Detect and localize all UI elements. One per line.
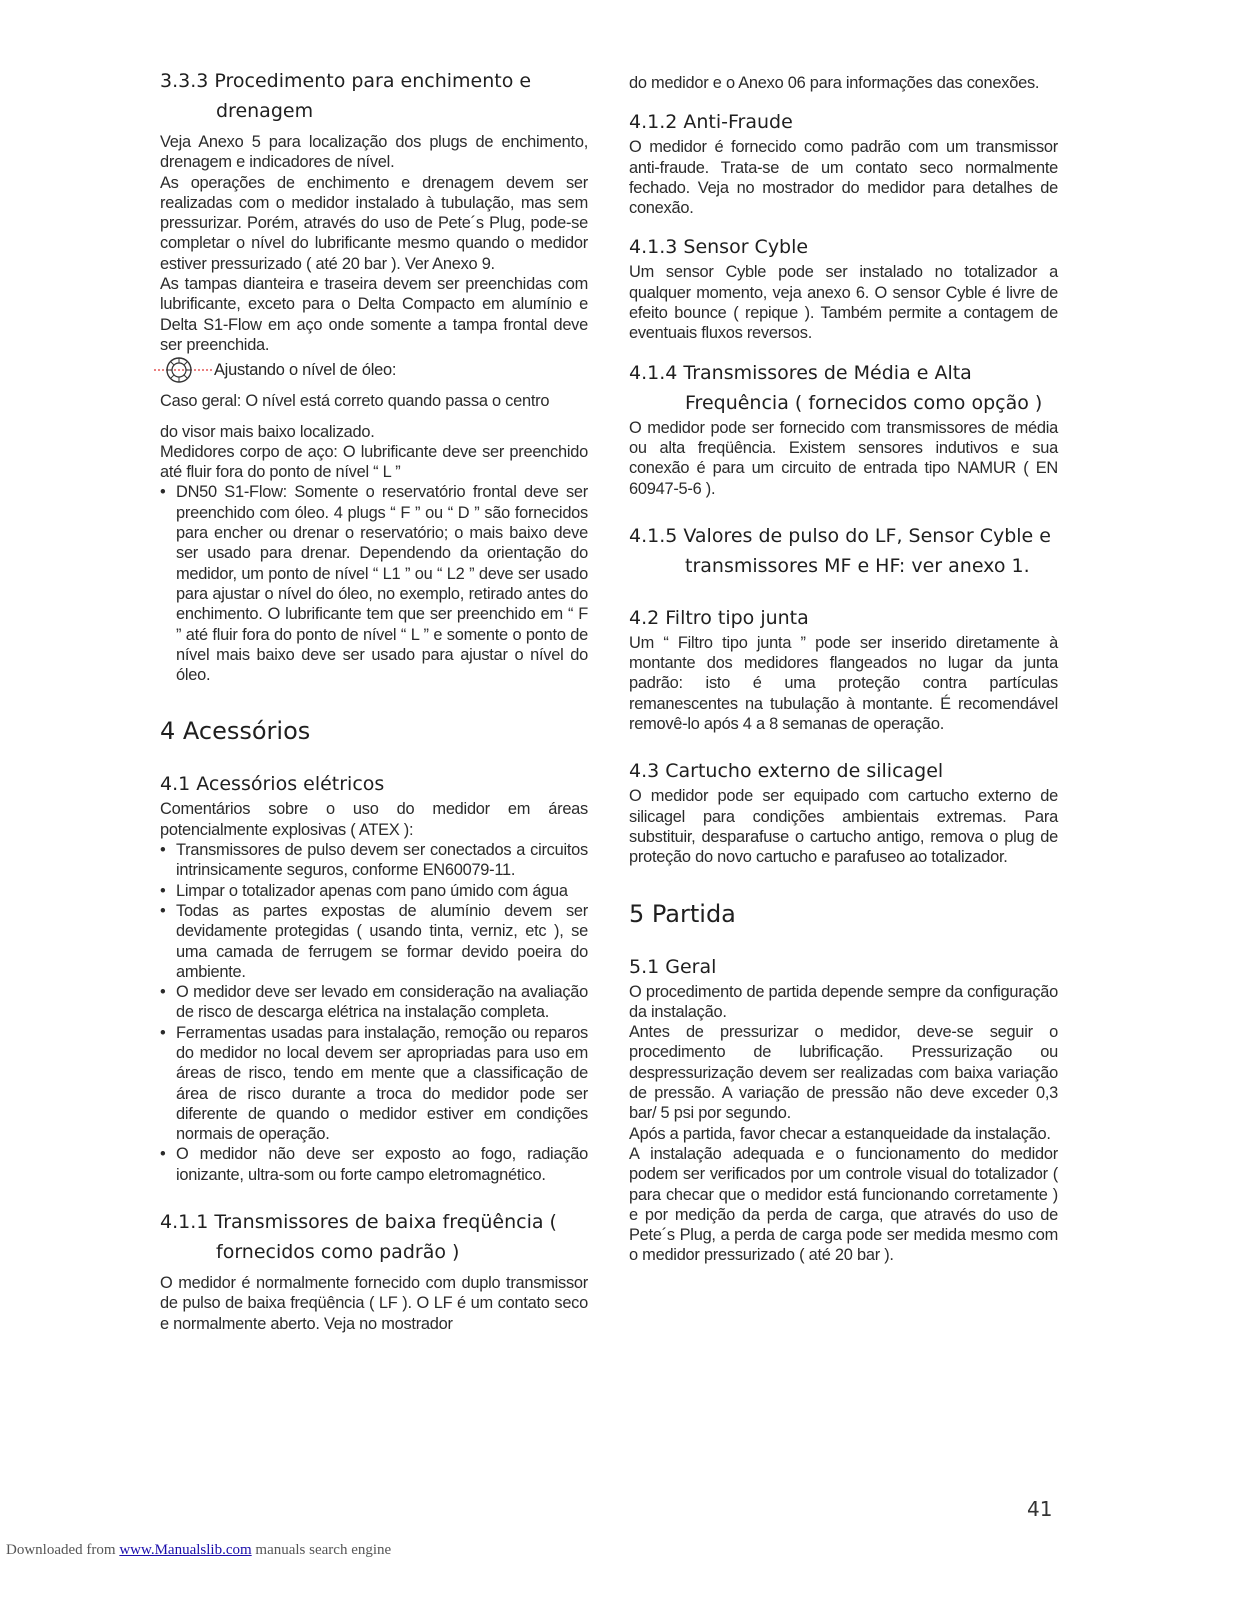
- section-4-2-heading: 4.2 Filtro tipo junta: [629, 606, 809, 629]
- paragraph: Comentários sobre o uso do medidor em áreas potencialmente explosivas ( ATEX ):: [160, 800, 588, 839]
- heading-line: fornecidos como padrão ): [216, 1241, 460, 1264]
- paragraph: O medidor pode ser fornecido com transmissores de média ou alta freqüência. Existem sensores indutivos e sua conexão é para um circuito de entrada tipo NAMUR ( EN 60947-5-6 ).: [629, 418, 1058, 498]
- left-column: [160, 66, 588, 1334]
- heading-line: 4.1.5 Valores de pulso do LF, Sensor Cyble e: [629, 524, 1051, 547]
- paragraph: Um sensor Cyble pode ser instalado no totalizador a qualquer momento, veja anexo 6. O sensor Cyble é livre de efeito bounce ( repique ). Também permite a contagem de eventuais fluxos reversos.: [629, 263, 1058, 343]
- section-4-1-4-heading: [629, 358, 1058, 418]
- paragraph: Antes de pressurizar o medidor, deve-se seguir o procedimento de lubrificação. Pressurização ou despressurização devem ser realizadas com baixa variação de pressão. A variação de pressão não deve exceder 0,3 bar/ 5 psi por segundo.: [629, 1023, 1058, 1123]
- heading-line: transmissores MF e HF: ver anexo 1.: [685, 554, 1030, 577]
- chapter-4-heading: 4 Acessórios: [160, 717, 311, 746]
- list-item: • Transmissores de pulso devem ser conectados a circuitos intrinsicamente seguros, conforme EN60079-11.: [160, 840, 588, 881]
- page-number: 41: [1027, 1497, 1053, 1521]
- list-item: • DN50 S1-Flow: Somente o reservatório frontal deve ser preenchido com óleo. 4 plugs “ F ” ou “ D ” são fornecidos para encher ou drenar o reservatório; o mais baixo deve ser usado para drenar. Dependendo da orientação do medidor, um ponto de nível “ L1 ” ou “ L2 ” deve ser usado para ajustar o nível do óleo, no exemplo, retirado antes do enchimento. O lubrificante tem que ser preenchido em “ F ” até fluir fora do ponto de nível “ L ” e somente o ponto de nível mais baixo deve ser usado para ajustar o nível do óleo.: [160, 482, 588, 685]
- oil-level-label: Ajustando o nível de óleo:: [214, 360, 397, 379]
- footer-prefix: Downloaded from: [6, 1542, 120, 1558]
- right-column: [629, 73, 1058, 1266]
- section-4-3-heading: 4.3 Cartucho externo de silicagel: [629, 760, 944, 783]
- section-4-1-3-heading: 4.1.3 Sensor Cyble: [629, 236, 809, 259]
- list-item: • Limpar o totalizador apenas com pano úmido com água: [160, 881, 588, 901]
- paragraph: A instalação adequada e o funcionamento do medidor podem ser verificados por um controle visual do totalizador ( para checar que o medidor está funcionando corretamente ) e por medição da perda de carga, que através do uso de Pete´s Plug, a perda de carga pode ser medida mesmo com o medidor pressurizado ( até 20 bar ).: [629, 1144, 1058, 1265]
- manualslib-link[interactable]: www.Manualslib.com: [119, 1542, 252, 1558]
- bullet-list: [160, 482, 588, 685]
- heading-line: 4.1.1 Transmissores de baixa freqüência (: [160, 1211, 557, 1234]
- paragraph: O medidor é fornecido como padrão com um transmissor anti-fraude. Trata-se de um contato seco normalmente fechado. Veja no mostrador do medidor para detalhes de conexão.: [629, 138, 1058, 218]
- footer-suffix: manuals search engine: [251, 1542, 392, 1558]
- section-3-3-3-heading: [160, 66, 588, 126]
- paragraph: Veja Anexo 5 para localização dos plugs de enchimento, drenagem e indicadores de nível.: [160, 133, 588, 172]
- section-4-1-1-heading: [160, 1207, 588, 1267]
- heading-line: 4.1.4 Transmissores de Média e Alta: [629, 361, 972, 384]
- chapter-5-heading: 5 Partida: [629, 899, 736, 928]
- list-item: • Todas as partes expostas de alumínio devem ser devidamente protegidas ( usando tinta, verniz, etc ), se uma camada de ferrugem se formar devido poeira do ambiente.: [160, 901, 588, 982]
- list-item: • Ferramentas usadas para instalação, remoção ou reparos do medidor no local devem ser apropriadas para uso em áreas de risco, tendo em mente que a classificação de área de risco durante a troca do medidor pode ser diferente de quando o medidor estiver em condições normais de operação.: [160, 1023, 588, 1145]
- heading-line: drenagem: [216, 100, 314, 122]
- paragraph: do visor mais baixo localizado.: [160, 422, 375, 441]
- list-item: • O medidor deve ser levado em consideração na avaliação de risco de descarga elétrica na instalação completa.: [160, 982, 588, 1023]
- paragraph: As tampas dianteira e traseira devem ser preenchidas com lubrificante, exceto para o Delta Compacto em alumínio e Delta S1-Flow em aço onde somente a tampa frontal deve ser preenchida.: [160, 275, 588, 354]
- heading-line: 3.3.3 Procedimento para enchimento e: [160, 70, 532, 92]
- paragraph: O procedimento de partida depende sempre da configuração da instalação.: [629, 982, 1058, 1021]
- paragraph: Após a partida, favor checar a estanqueidade da instalação.: [629, 1124, 1051, 1143]
- paragraph: O medidor pode ser equipado com cartucho externo de silicagel para condições ambientais extremas. Para substituir, desparafuse o cartucho antigo, remova o plug de proteção do novo cartucho e parafuseo ao totalizador.: [629, 787, 1058, 867]
- download-footer: [6, 1542, 391, 1559]
- paragraph: As operações de enchimento e drenagem devem ser realizadas com o medidor instalado à tubulação, mas sem pressurizar. Porém, através do uso de Pete´s Plug, pode-se completar o nível do lubrificante mesmo quando o medidor estiver pressurizado ( até 20 bar ). Ver Anexo 9.: [160, 173, 588, 273]
- list-item: • O medidor não deve ser exposto ao fogo, radiação ionizante, ultra-som ou forte campo eletromagnético.: [160, 1144, 588, 1185]
- paragraph: O medidor é normalmente fornecido com duplo transmissor de pulso de baixa freqüência ( LF ). O LF é um contato seco e normalmente aberto. Veja no mostrador: [160, 1274, 588, 1333]
- oil-level-note: [154, 355, 588, 385]
- paragraph: Medidores corpo de aço: O lubrificante deve ser preenchido até fluir fora do ponto de nível “ L ”: [160, 442, 588, 482]
- paragraph: Caso geral: O nível está correto quando passa o centro: [160, 392, 550, 411]
- section-4-1-2-heading: 4.1.2 Anti-Fraude: [629, 111, 793, 134]
- heading-line: Frequência ( fornecidos como opção ): [685, 391, 1043, 414]
- section-4-1-5-heading: [629, 521, 1058, 581]
- oil-level-gauge-icon: [154, 355, 212, 385]
- section-4-1-heading: 4.1 Acessórios elétricos: [160, 773, 385, 796]
- bullet-list: [160, 840, 588, 1185]
- paragraph: do medidor e o Anexo 06 para informações das conexões.: [629, 74, 1040, 92]
- section-5-1-heading: 5.1 Geral: [629, 955, 717, 978]
- paragraph: Um “ Filtro tipo junta ” pode ser inserido diretamente à montante dos medidores flangeados no lugar da junta padrão: isto é uma proteção contra partículas remanescentes na tubulação à montante. É recomendável removê-lo após 4 a 8 semanas de operação.: [629, 633, 1058, 734]
